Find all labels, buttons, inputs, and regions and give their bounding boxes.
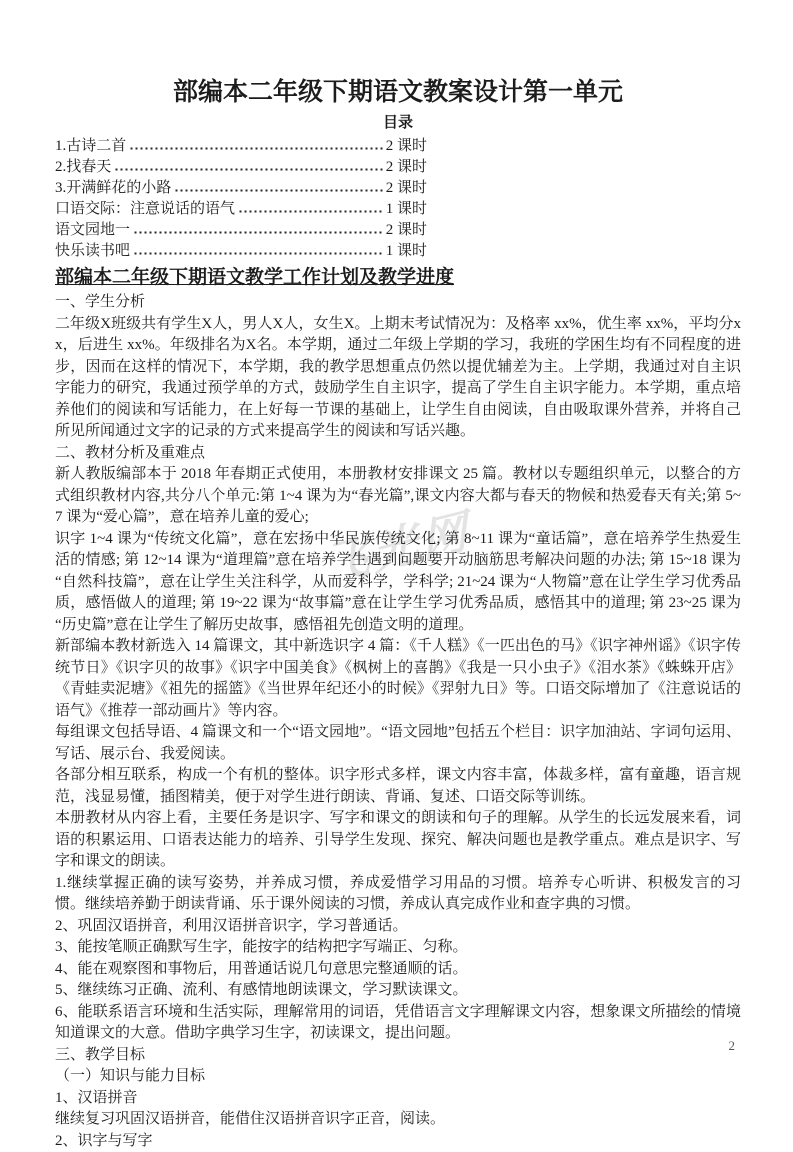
toc-heading: 目录 (382, 115, 413, 131)
body-paragraph: 三、教学目标 (55, 1046, 146, 1063)
body-paragraph: 5、继续练习正确、流利、有感情地朗读课文，学习默读课文。 (55, 982, 468, 999)
toc-item-hours: 2 课时 (385, 221, 427, 238)
toc-item-hours: 1 课时 (385, 242, 427, 259)
toc-leader-dots (174, 178, 382, 199)
body-paragraph: 二、教材分析及重难点 (55, 444, 206, 461)
toc-row (55, 199, 427, 220)
toc-leader-dots (133, 241, 383, 262)
document-title: 部编本二年级下期语文教案设计第一单元 (172, 79, 623, 106)
body-paragraph: 1、汉语拼音 (55, 1089, 138, 1106)
body-paragraph: 一、学生分析 (55, 294, 146, 311)
body-paragraph: 识字 1~4 课为“传统文化篇”，意在宏扬中华民族传统文化; 第 8~11 课为“童话篇”，意在培养学生热爱生活的情感; 第 12~14 课为“道理篇”意在培养学生遇到问题要开动脑筋思考解决问题的办法; 第 15~18 课为“自然科技篇”，意在让学生关注科学，从而爱科学，学科学; 21~24 课为“人物篇”意在让学生学习优秀品质，感悟做人的道理; 第 19~22 课为“故事篇”意在让学生学习优秀品质，感悟其中的道理; 第 23~25 课为“历史篇”意在让学生了解历史故事，感悟祖先创造文明的道理。 (55, 530, 741, 633)
toc-leader-dots (238, 199, 383, 220)
body-paragraph: 新人教版编部本于 2018 年春期正式使用，本册教材安排课文 25 篇。教材以专题组织单元，以整合的方式组织教材内容,共分八个单元:第 1~4 课为为“春光篇”,课文内容大都与春天的物候和热爱春天有关;第 5~7 课为“爱心篇”，意在培养儿童的爱心; (55, 466, 741, 526)
body-paragraph: 每组课文包括导语、4 篇课文和一个“语文园地”。“语文园地”包括五个栏目：识字加油站、字词句运用、写话、展示台、我爱阅读。 (55, 724, 741, 762)
toc-row (55, 241, 427, 262)
toc-row (55, 157, 427, 178)
body-paragraph: 4、能在观察图和事物后，用普通话说几句意思完整通顺的话。 (55, 960, 468, 977)
body-paragraph: 2、巩固汉语拼音，利用汉语拼音识字，学习普通话。 (55, 917, 408, 934)
document-body (55, 292, 741, 1152)
toc-item-label: 快乐读书吧 (55, 242, 131, 259)
body-paragraph: 本册教材从内容上看，主要任务是识字、写字和课文的朗读和句子的理解。从学生的长远发展来看，词语的积累运用、口语表达能力的培养、引导学生发现、探究、解决问题也是教学重点。难点是识字、写字和课文的朗读。 (55, 810, 741, 870)
toc-row (55, 136, 427, 157)
body-paragraph: 2、识字与写字 (55, 1132, 153, 1149)
toc-leader-dots (114, 157, 382, 178)
toc-item-label: 语文园地一 (55, 221, 131, 238)
body-paragraph: （一）知识与能力目标 (55, 1068, 206, 1085)
body-paragraph: 新部编本教材新选入 14 篇课文，其中新选识字 4 篇：《千人糕》《一匹出色的马》《识字神州谣》《识字传统节日》《识字贝的故事》《识字中国美食》《枫树上的喜鹊》《我是一只小虫子》《泪水茶》《蛛蛛开店》《青蛙卖泥塘》《祖先的摇篮》《当世界年纪还小的时候》《羿射九日》等。口语交际增加了《注意说话的语气》《推荐一部动画片》等内容。 (55, 638, 741, 719)
toc-leader-dots (133, 220, 383, 241)
body-paragraph: 6、能联系语言环境和生活实际，理解常用的词语，凭借语言文字理解课文内容，想象课文所描绘的情境知道课文的大意。借助字典学习生字，初读课文，提出问题。 (55, 1003, 741, 1042)
toc-item-label: 1.古诗二首 (55, 137, 127, 154)
plan-section-heading: 部编本二年级下期语文教学工作计划及教学进度 (55, 266, 455, 288)
toc-item-label: 口语交际：注意说话的语气 (55, 200, 236, 217)
toc-item-hours: 2 课时 (385, 137, 427, 154)
toc-item-hours: 1 课时 (385, 200, 427, 217)
toc-item-hours: 2 课时 (385, 179, 427, 196)
toc-row (55, 220, 427, 241)
watermark: 飞光网 (321, 504, 473, 593)
toc-item-label: 3.开满鲜花的小路 (55, 179, 172, 196)
body-paragraph: 3、能按笔顺正确默写生字，能按字的结构把字写端正、匀称。 (55, 939, 468, 956)
toc-leader-dots (129, 136, 382, 157)
body-paragraph: 各部分相互联系，构成一个有机的整体。识字形式多样，课文内容丰富，体裁多样，富有童趣，语言规范，浅显易懂，插图精美，便于对学生进行朗读、背诵、复述、口语交际等训练。 (55, 767, 741, 805)
body-paragraph: 二年级X班级共有学生X人，男人X人，女生X。上期末考试情况为：及格率 xx%，优生率 xx%，平均分xx，后进生 xx%。年级排名为X名。本学期，通过二年级上学期的学习，我班的学困生均有不同程度的进步，因而在这样的情况下，本学期，我的教学思想重点仍然以提优辅差为主。上学期，我通过对自主识字能力的研究，我通过预学单的方式，鼓励学生自主识字，提高了学生自主识字能力。本学期，重点培养他们的阅读和写话能力，在上好每一节课的基础上，让学生自由阅读，自由吸取课外营养，并将自己所见所闻通过文字的记录的方式来提高学生的阅读和写话兴趣。 (55, 315, 741, 440)
body-paragraph: 1.继续掌握正确的读写姿势，并养成习惯，养成爱惜学习用品的习惯。培养专心听讲、积极发言的习惯。继续培养勤于朗读背诵、乐于课外阅读的习惯，养成认真完成作业和查字典的习惯。 (55, 874, 741, 913)
table-of-contents (55, 136, 427, 262)
body-paragraph: 继续复习巩固汉语拼音，能借住汉语拼音识字正音，阅读。 (55, 1111, 446, 1128)
page-number: 2 (728, 1038, 735, 1053)
toc-row (55, 178, 427, 199)
toc-item-label: 2.找春天 (55, 158, 112, 175)
toc-item-hours: 2 课时 (385, 158, 427, 175)
